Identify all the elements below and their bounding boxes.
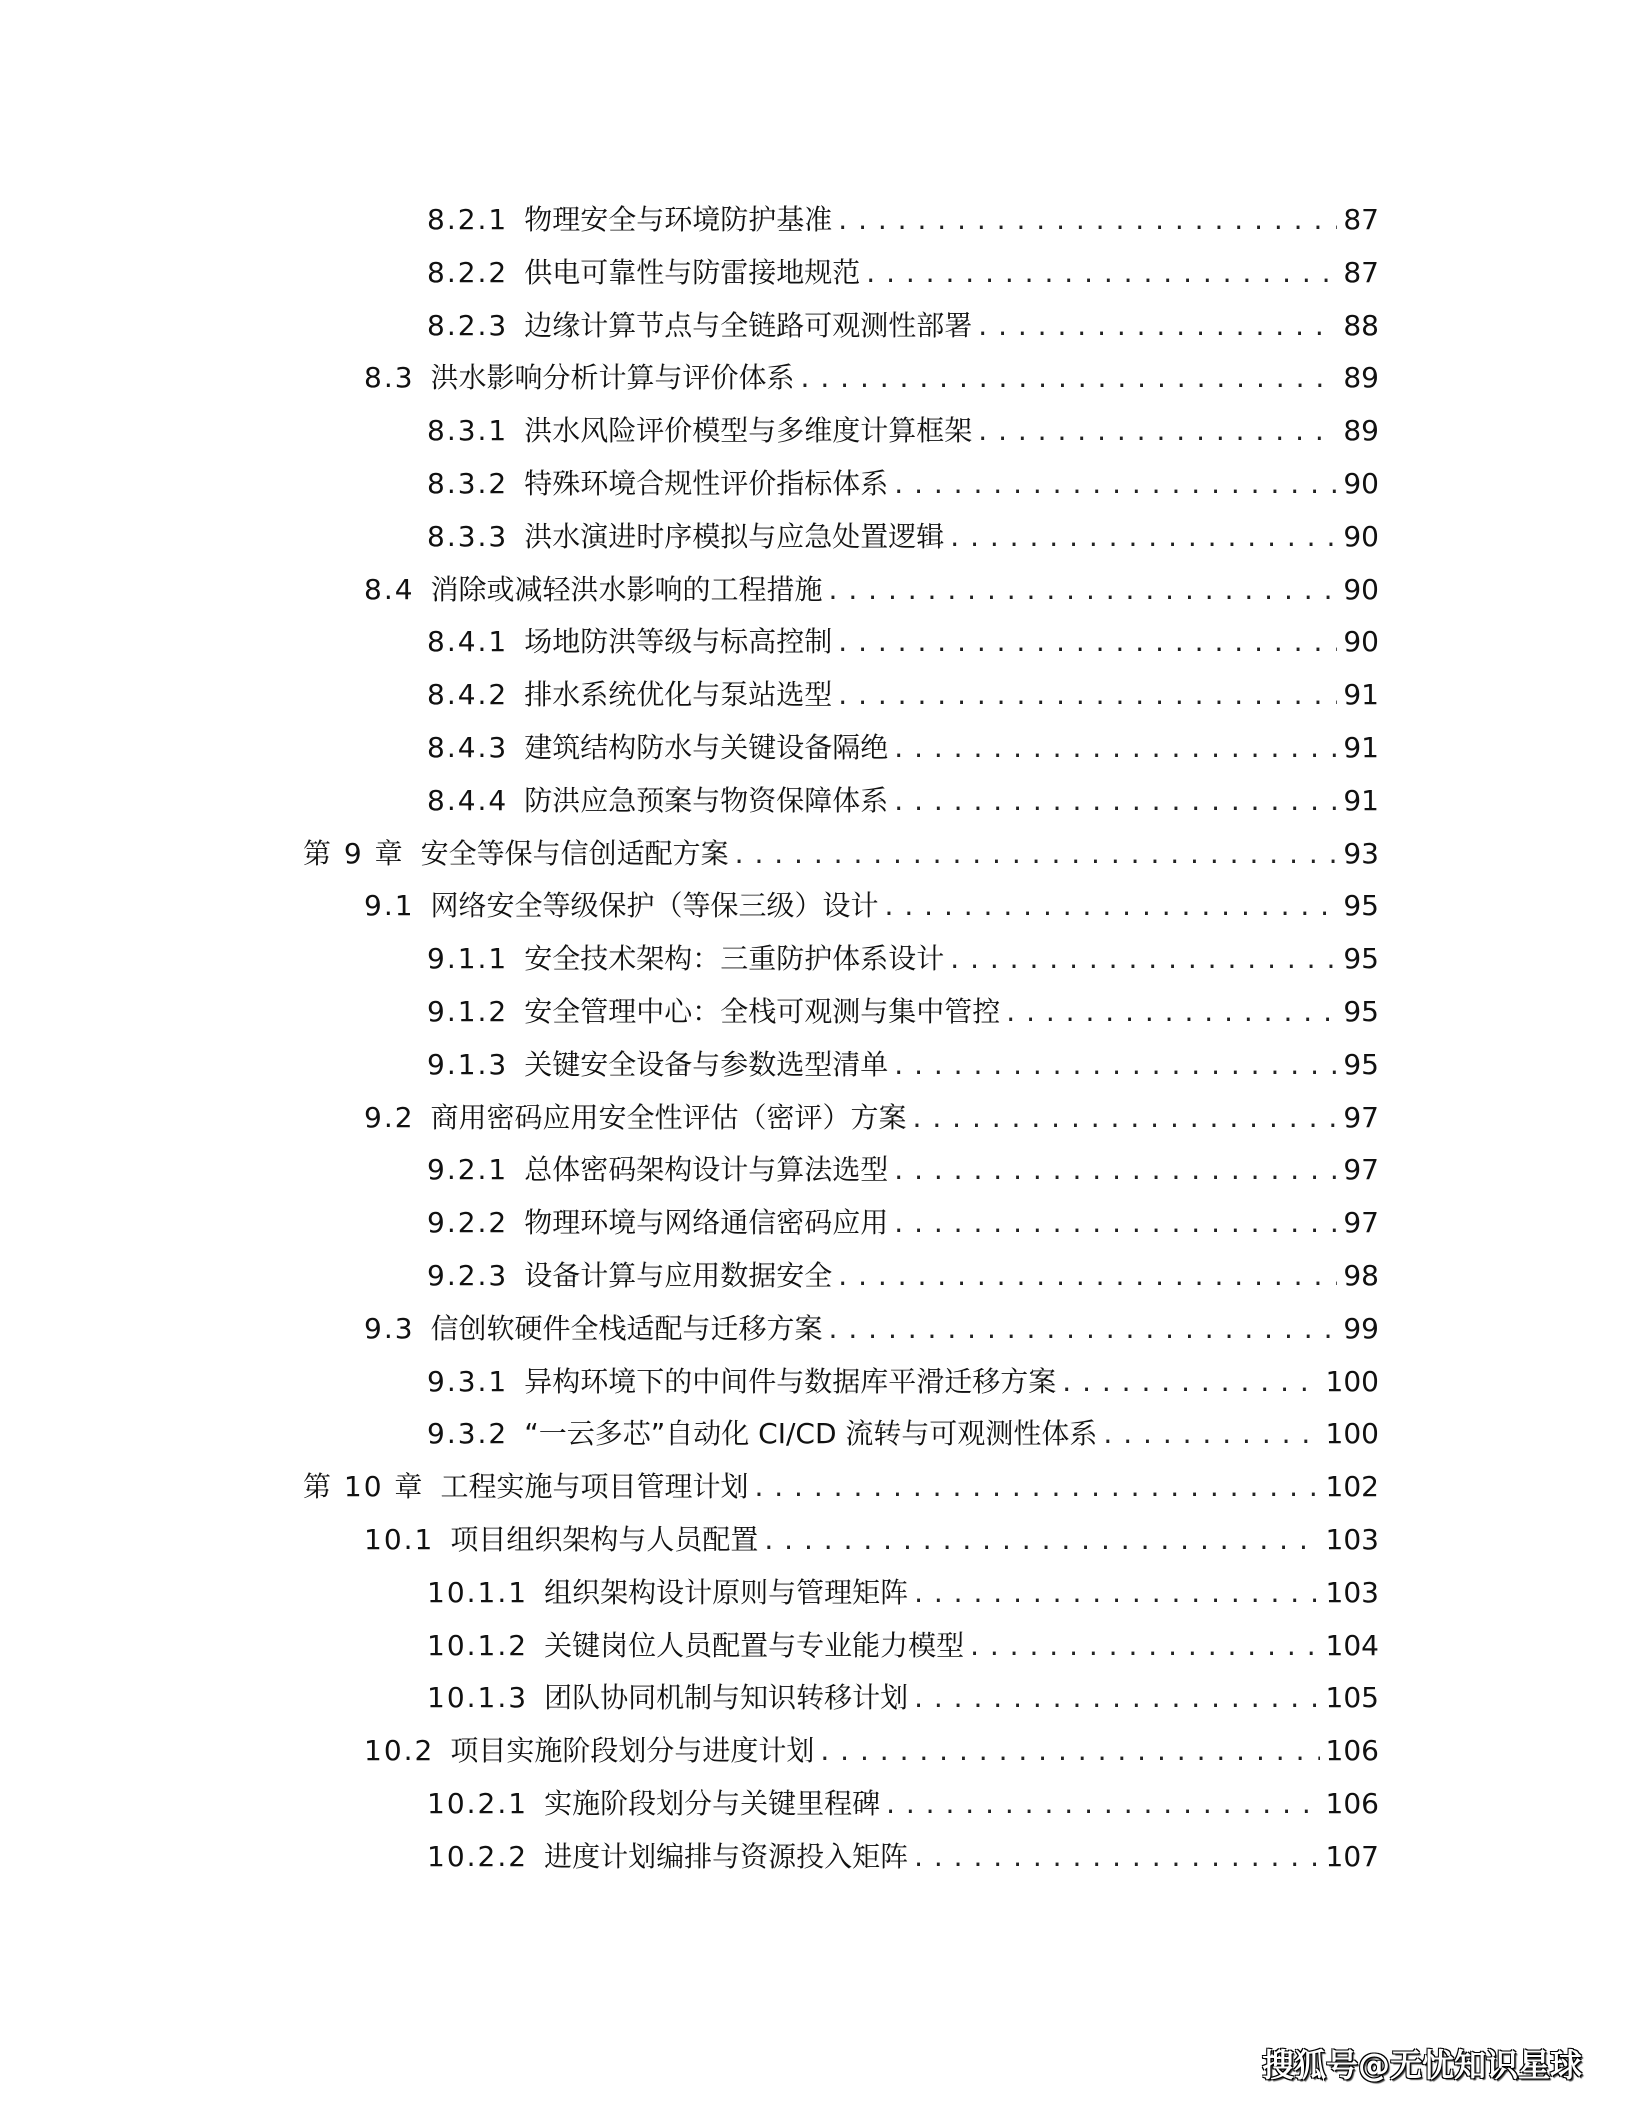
toc-entry[interactable] xyxy=(427,253,1379,293)
toc-entry[interactable] xyxy=(427,1414,1379,1454)
toc-entry-title: 安全管理中心：全栈可观测与集中管控 xyxy=(524,995,1001,1028)
toc-entry[interactable] xyxy=(427,939,1379,979)
toc-entry-title: 建筑结构防水与关键设备隔绝 xyxy=(524,731,889,764)
toc-entry[interactable] xyxy=(427,1045,1379,1085)
toc-entry-title: 组织架构设计原则与管理矩阵 xyxy=(544,1575,909,1609)
toc-entry-title: 特殊环境合规性评价指标体系 xyxy=(524,467,889,500)
toc-entry-number: 8.4.1 xyxy=(427,625,509,659)
toc-entry[interactable] xyxy=(427,781,1379,821)
toc-entry-number: 10.1.3 xyxy=(427,1681,529,1715)
toc-entry-number: 10.1.2 xyxy=(427,1628,529,1662)
toc-entry-number: 10.1.1 xyxy=(427,1575,529,1609)
toc-entry-title: 关键岗位人员配置与专业能力模型 xyxy=(544,1628,965,1662)
toc-leader-dots xyxy=(894,1150,1337,1190)
toc-leader-dots xyxy=(894,728,1337,768)
toc-entry-number: 10.2 xyxy=(364,1734,435,1768)
toc-entry-title: 设备计算与应用数据安全 xyxy=(524,1259,833,1292)
toc-entry[interactable] xyxy=(364,1309,1379,1349)
toc-entry-page: 91 xyxy=(1343,731,1379,764)
toc-entry-title: 防洪应急预案与物资保障体系 xyxy=(524,783,889,817)
toc-entry-title: 物理安全与环境防护基准 xyxy=(524,203,833,236)
toc-entry-number: 9.2.3 xyxy=(427,1259,509,1292)
toc-entry-page: 97 xyxy=(1343,1153,1379,1187)
toc-entry[interactable] xyxy=(364,1731,1379,1771)
toc-entry[interactable] xyxy=(427,1784,1379,1824)
toc-entry[interactable] xyxy=(427,1573,1379,1613)
toc-entry-title: 项目组织架构与人员配置 xyxy=(450,1523,759,1556)
toc-entry[interactable] xyxy=(427,517,1379,557)
toc-entry-page: 103 xyxy=(1325,1575,1379,1609)
toc-entry-number: 10.2.2 xyxy=(427,1839,529,1873)
toc-entry-page: 97 xyxy=(1343,1206,1379,1240)
toc-entry-number: 9.1.3 xyxy=(427,1047,509,1081)
toc-leader-dots xyxy=(838,675,1337,715)
toc-leader-dots xyxy=(735,834,1338,874)
toc-leader-dots xyxy=(914,1678,1319,1718)
toc-entry-title: 总体密码架构设计与算法选型 xyxy=(524,1153,889,1187)
toc-leader-dots xyxy=(886,1784,1319,1824)
toc-entry-title: 场地防洪等级与标高控制 xyxy=(524,625,833,659)
toc-leader-dots xyxy=(970,1626,1319,1666)
toc-leader-dots xyxy=(885,886,1338,926)
toc-entry[interactable] xyxy=(427,1362,1379,1402)
toc-entry-page: 87 xyxy=(1343,203,1379,236)
toc-entry-page: 93 xyxy=(1343,836,1379,870)
toc-entry-page: 90 xyxy=(1343,467,1379,500)
toc-entry-number: 9.2.2 xyxy=(427,1206,509,1240)
toc-entry[interactable] xyxy=(364,358,1379,398)
toc-entry-number: 9.3 xyxy=(364,1311,415,1345)
toc-entry-number: 8.2.3 xyxy=(427,308,509,342)
toc-entry[interactable] xyxy=(427,622,1379,662)
toc-leader-dots xyxy=(1103,1414,1319,1454)
toc-entry-page: 95 xyxy=(1343,942,1379,976)
toc-entry-page: 91 xyxy=(1343,783,1379,817)
toc-entry-title: 关键安全设备与参数选型清单 xyxy=(524,1047,889,1081)
toc-entry-title: 安全技术架构：三重防护体系设计 xyxy=(524,942,945,976)
toc-entry-number: 8.4.2 xyxy=(427,678,509,712)
toc-entry-page: 107 xyxy=(1325,1839,1379,1873)
toc-entry-number: 9.1 xyxy=(364,889,415,923)
toc-leader-dots xyxy=(764,1520,1319,1560)
toc-leader-dots xyxy=(838,200,1337,240)
toc-entry-title: 商用密码应用安全性评估（密评）方案 xyxy=(430,1100,907,1134)
toc-entry-number: 8.2.1 xyxy=(427,203,509,236)
toc-entry[interactable] xyxy=(427,411,1379,451)
toc-leader-dots xyxy=(950,939,1337,979)
toc-entry-number: 10.1 xyxy=(364,1523,435,1556)
toc-entry-title: 排水系统优化与泵站选型 xyxy=(524,678,833,712)
toc-entry-page: 88 xyxy=(1343,308,1379,342)
toc-leader-dots xyxy=(978,306,1337,346)
toc-entry-page: 97 xyxy=(1343,1100,1379,1134)
toc-entry-title: 消除或减轻洪水影响的工程措施 xyxy=(430,572,823,606)
toc-entry-number: 8.3.3 xyxy=(427,519,509,553)
toc-entry-title: 实施阶段划分与关键里程碑 xyxy=(544,1787,881,1820)
toc-entry-title: 团队协同机制与知识转移计划 xyxy=(544,1681,909,1715)
toc-entry-title: 洪水影响分析计算与评价体系 xyxy=(430,361,795,395)
toc-entry-page: 90 xyxy=(1343,519,1379,553)
toc-entry-number: 9.2 xyxy=(364,1100,415,1134)
toc-entry-number: 9.3.2 xyxy=(427,1417,509,1451)
watermark: 搜狐号@无忧知识星球 xyxy=(1262,2046,1583,2084)
toc-entry[interactable] xyxy=(427,1626,1379,1666)
toc-entry-page: 95 xyxy=(1343,1047,1379,1081)
toc-leader-dots xyxy=(829,1309,1338,1349)
toc-entry-number: 第 10 章 xyxy=(303,1470,425,1504)
toc-leader-dots xyxy=(820,1731,1319,1771)
toc-entry-title: 信创软硬件全栈适配与迁移方案 xyxy=(430,1311,823,1345)
toc-entry-page: 102 xyxy=(1325,1470,1379,1504)
toc-entry-number: 9.1.2 xyxy=(427,995,509,1028)
toc-entry-title: 物理环境与网络通信密码应用 xyxy=(524,1206,889,1240)
toc-entry[interactable] xyxy=(427,1150,1379,1190)
toc-entry-title: 洪水风险评价模型与多维度计算框架 xyxy=(524,414,973,448)
toc-entry[interactable] xyxy=(364,1098,1379,1138)
toc-entry-number: 9.3.1 xyxy=(427,1364,509,1398)
toc-entry-page: 89 xyxy=(1343,361,1379,395)
toc-entry-title: 项目实施阶段划分与进度计划 xyxy=(450,1734,815,1768)
toc-entry-title: 边缘计算节点与全链路可观测性部署 xyxy=(524,308,973,342)
toc-entry-page: 91 xyxy=(1343,678,1379,712)
toc-leader-dots xyxy=(978,411,1337,451)
toc-leader-dots xyxy=(1006,992,1337,1032)
toc-leader-dots xyxy=(913,1098,1338,1138)
toc-entry[interactable] xyxy=(427,675,1379,715)
toc-entry-page: 98 xyxy=(1343,1259,1379,1292)
toc-entry-number: 9.2.1 xyxy=(427,1153,509,1187)
toc-entry[interactable] xyxy=(427,306,1379,346)
toc-entry-title: “一云多芯”自动化 CI/CD 流转与可观测性体系 xyxy=(524,1417,1098,1451)
toc-entry-title: 安全等保与信创适配方案 xyxy=(420,836,729,870)
toc-entry-page: 89 xyxy=(1343,414,1379,448)
toc-entry-title: 洪水演进时序模拟与应急处置逻辑 xyxy=(524,519,945,553)
toc-entry[interactable] xyxy=(427,464,1379,504)
toc-entry-page: 95 xyxy=(1343,995,1379,1028)
toc-leader-dots xyxy=(894,781,1337,821)
toc-leader-dots xyxy=(801,358,1338,398)
toc-entry-page: 106 xyxy=(1325,1787,1379,1820)
toc-entry-page: 103 xyxy=(1325,1523,1379,1556)
toc-entry-title: 网络安全等级保护（等保三级）设计 xyxy=(430,889,879,923)
toc-entry[interactable] xyxy=(427,1256,1379,1296)
toc-entry-number: 8.2.2 xyxy=(427,255,509,289)
toc-entry[interactable] xyxy=(427,728,1379,768)
toc-entry-number: 第 9 章 xyxy=(303,836,405,870)
toc-leader-dots xyxy=(894,464,1337,504)
toc-entry-page: 104 xyxy=(1325,1628,1379,1662)
toc-leader-dots xyxy=(950,517,1337,557)
toc-entry-page: 87 xyxy=(1343,255,1379,289)
toc-leader-dots xyxy=(838,622,1337,662)
toc-entry-number: 9.1.1 xyxy=(427,942,509,976)
toc-entry-title: 异构环境下的中间件与数据库平滑迁移方案 xyxy=(524,1364,1057,1398)
toc-leader-dots xyxy=(754,1467,1319,1507)
toc-entry[interactable] xyxy=(427,200,1379,240)
toc-entry[interactable] xyxy=(427,1678,1379,1718)
toc-entry-page: 90 xyxy=(1343,572,1379,606)
toc-entry[interactable] xyxy=(303,834,1379,874)
toc-leader-dots xyxy=(866,253,1337,293)
toc-entry-number: 8.4.4 xyxy=(427,783,509,817)
toc-leader-dots xyxy=(829,570,1338,610)
toc-entry[interactable] xyxy=(364,886,1379,926)
toc-entry-number: 8.4 xyxy=(364,572,415,606)
toc-entry-title: 进度计划编排与资源投入矩阵 xyxy=(544,1839,909,1873)
toc-entry-page: 100 xyxy=(1325,1417,1379,1451)
toc-entry-page: 100 xyxy=(1325,1364,1379,1398)
toc-leader-dots xyxy=(838,1256,1337,1296)
toc-entry-page: 90 xyxy=(1343,625,1379,659)
toc-entry[interactable] xyxy=(427,1837,1379,1877)
toc-entry-number: 8.4.3 xyxy=(427,731,509,764)
toc-entry-number: 8.3 xyxy=(364,361,415,395)
toc-entry[interactable] xyxy=(364,1520,1379,1560)
toc-leader-dots xyxy=(914,1837,1319,1877)
toc-entry-title: 工程实施与项目管理计划 xyxy=(440,1470,749,1504)
toc-entry[interactable] xyxy=(427,992,1379,1032)
toc-entry-title: 供电可靠性与防雷接地规范 xyxy=(524,255,861,289)
toc-entry[interactable] xyxy=(303,1467,1379,1507)
toc-entry-page: 106 xyxy=(1325,1734,1379,1768)
toc-entry-page: 99 xyxy=(1343,1311,1379,1345)
toc-leader-dots xyxy=(1062,1362,1319,1402)
toc-entry-number: 10.2.1 xyxy=(427,1787,529,1820)
toc-leader-dots xyxy=(894,1203,1337,1243)
toc-entry-page: 95 xyxy=(1343,889,1379,923)
toc-entry-number: 8.3.2 xyxy=(427,467,509,500)
toc-entry-number: 8.3.1 xyxy=(427,414,509,448)
toc-entry[interactable] xyxy=(427,1203,1379,1243)
toc-entry[interactable] xyxy=(364,570,1379,610)
toc-leader-dots xyxy=(894,1045,1337,1085)
toc-leader-dots xyxy=(914,1573,1319,1613)
toc-entry-page: 105 xyxy=(1325,1681,1379,1715)
